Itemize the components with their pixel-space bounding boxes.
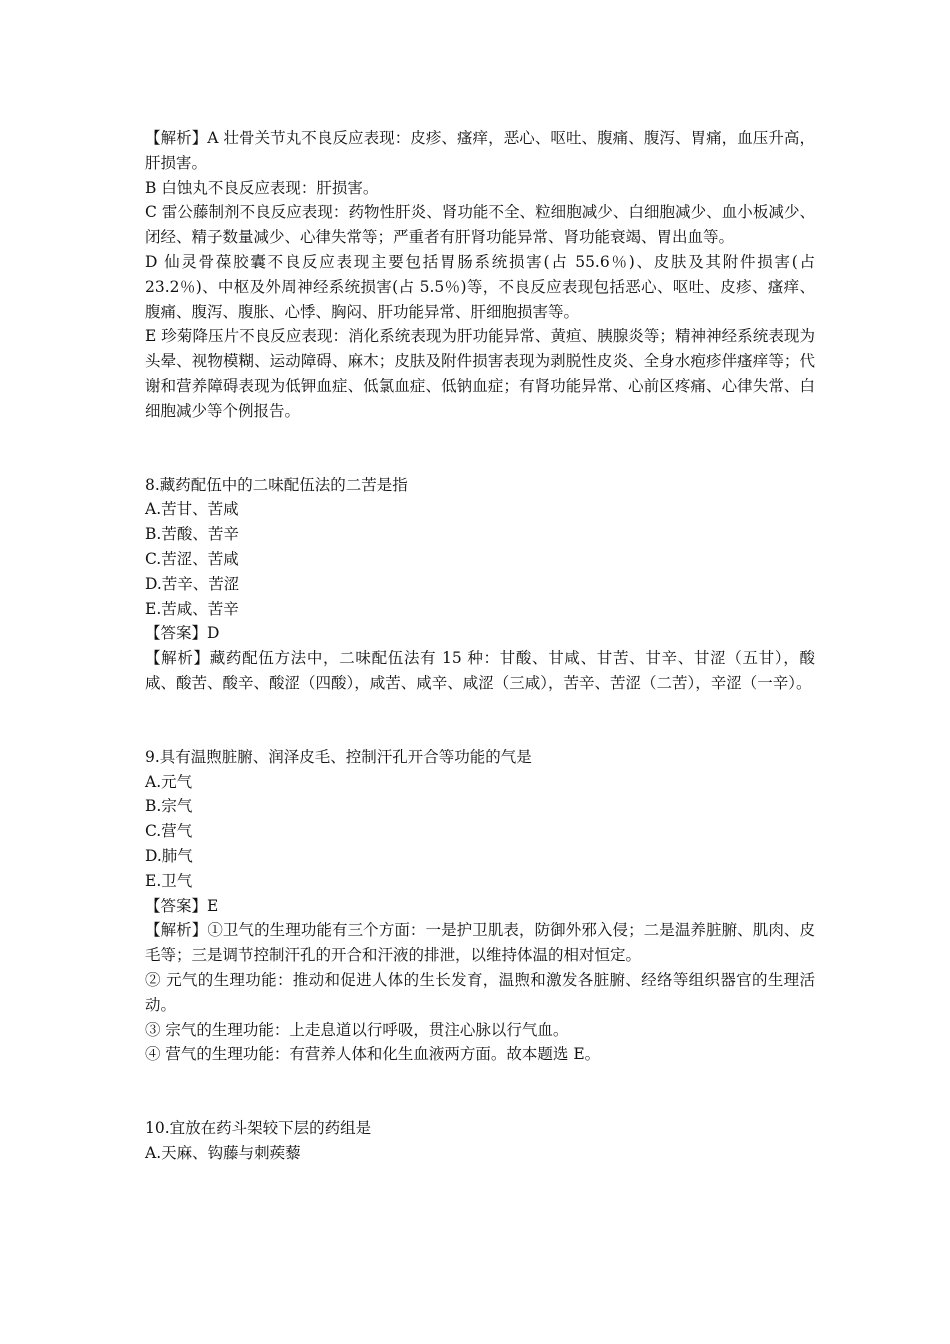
question-10 [145,1116,815,1166]
analysis-paragraph: C 雷公藤制剂不良反应表现：药物性肝炎、肾功能不全、粒细胞减少、白细胞减少、血小板减少、闭经、精子数量减少、心律失常等；严重者有肝肾功能异常、肾功能衰竭、胃出血等。 [145,203,815,247]
analysis-paragraph: ② 元气的生理功能：推动和促进人体的生长发育，温煦和激发各脏腑、经络等组织器官的生理活动。 [145,970,815,1014]
option-d: D.肺气 [145,846,193,865]
analysis: 【解析】藏药配伍方法中，二味配伍法有 15 种：甘酸、甘咸、甘苦、甘辛、甘涩（五甘），酸咸、酸苦、酸辛、酸涩（四酸），咸苦、咸辛、咸涩（三咸），苦辛、苦涩（二苦），辛涩（一辛）。 [145,649,815,692]
spacer [145,424,815,473]
option-c: C.苦涩、苦咸 [145,549,239,568]
question-9 [145,745,815,1067]
spacer [145,1067,815,1116]
analysis-paragraph: D 仙灵骨葆胶囊不良反应表现主要包括胃肠系统损害(占 55.6％)、皮肤及其附件损害(占 23.2％)、中枢及外周神经系统损害(占 5.5％)等，不良反应表现包括恶心、呕吐、皮疹、瘙痒、腹痛、腹泻、腹胀、心悸、胸闷、肝功能异常、肝细胞损害等。 [145,252,815,321]
option-b: B.宗气 [145,797,193,816]
analysis-paragraph: ④ 营气的生理功能：有营养人体和化生血液两方面。故本题选 E。 [145,1045,601,1064]
option-e: E.卫气 [145,871,193,890]
analysis-block-7 [145,126,815,424]
option-d: D.苦辛、苦涩 [145,574,240,593]
option-c: C.营气 [145,822,193,841]
option-a: A.苦甘、苦咸 [145,500,239,519]
option-a: A.天麻、钩藤与刺蒺藜 [145,1143,301,1162]
option-b: B.苦酸、苦辛 [145,525,239,544]
question-stem: 8.藏药配伍中的二味配伍法的二苦是指 [145,475,408,494]
answer: 【答案】E [145,896,219,915]
analysis-paragraph: ③ 宗气的生理功能：上走息道以行呼吸，贯注心脉以行气血。 [145,1020,569,1039]
option-a: A.元气 [145,772,193,791]
analysis-paragraph: 【解析】A 壮骨关节丸不良反应表现：皮疹、瘙痒，恶心、呕吐、腹痛、腹泻、胃痛，血压升高，肝损害。 [145,129,815,172]
document-page [145,126,815,1166]
analysis-paragraph: E 珍菊降压片不良反应表现：消化系统表现为肝功能异常、黄疸、胰腺炎等；精神神经系统表现为头晕、视物模糊、运动障碍、麻木；皮肤及附件损害表现为剥脱性皮炎、全身水疱疹伴瘙痒等；代谢和营养障碍表现为低钾血症、低氯血症、低钠血症；有肾功能异常、心前区疼痛、心律失常、白细胞减少等个例报告。 [145,327,815,420]
question-8 [145,473,815,696]
spacer [145,696,815,745]
answer: 【答案】D [145,624,220,643]
option-e: E.苦咸、苦辛 [145,599,239,618]
analysis-paragraph: B 白蚀丸不良反应表现：肝损害。 [145,178,379,197]
question-stem: 9.具有温煦脏腑、润泽皮毛、控制汗孔开合等功能的气是 [145,747,532,766]
analysis-paragraph: 【解析】①卫气的生理功能有三个方面：一是护卫肌表，防御外邪入侵；二是温养脏腑、肌肉、皮毛等；三是调节控制汗孔的开合和汗液的排泄，以维持体温的相对恒定。 [145,921,815,965]
question-stem: 10.宜放在药斗架较下层的药组是 [145,1119,372,1138]
